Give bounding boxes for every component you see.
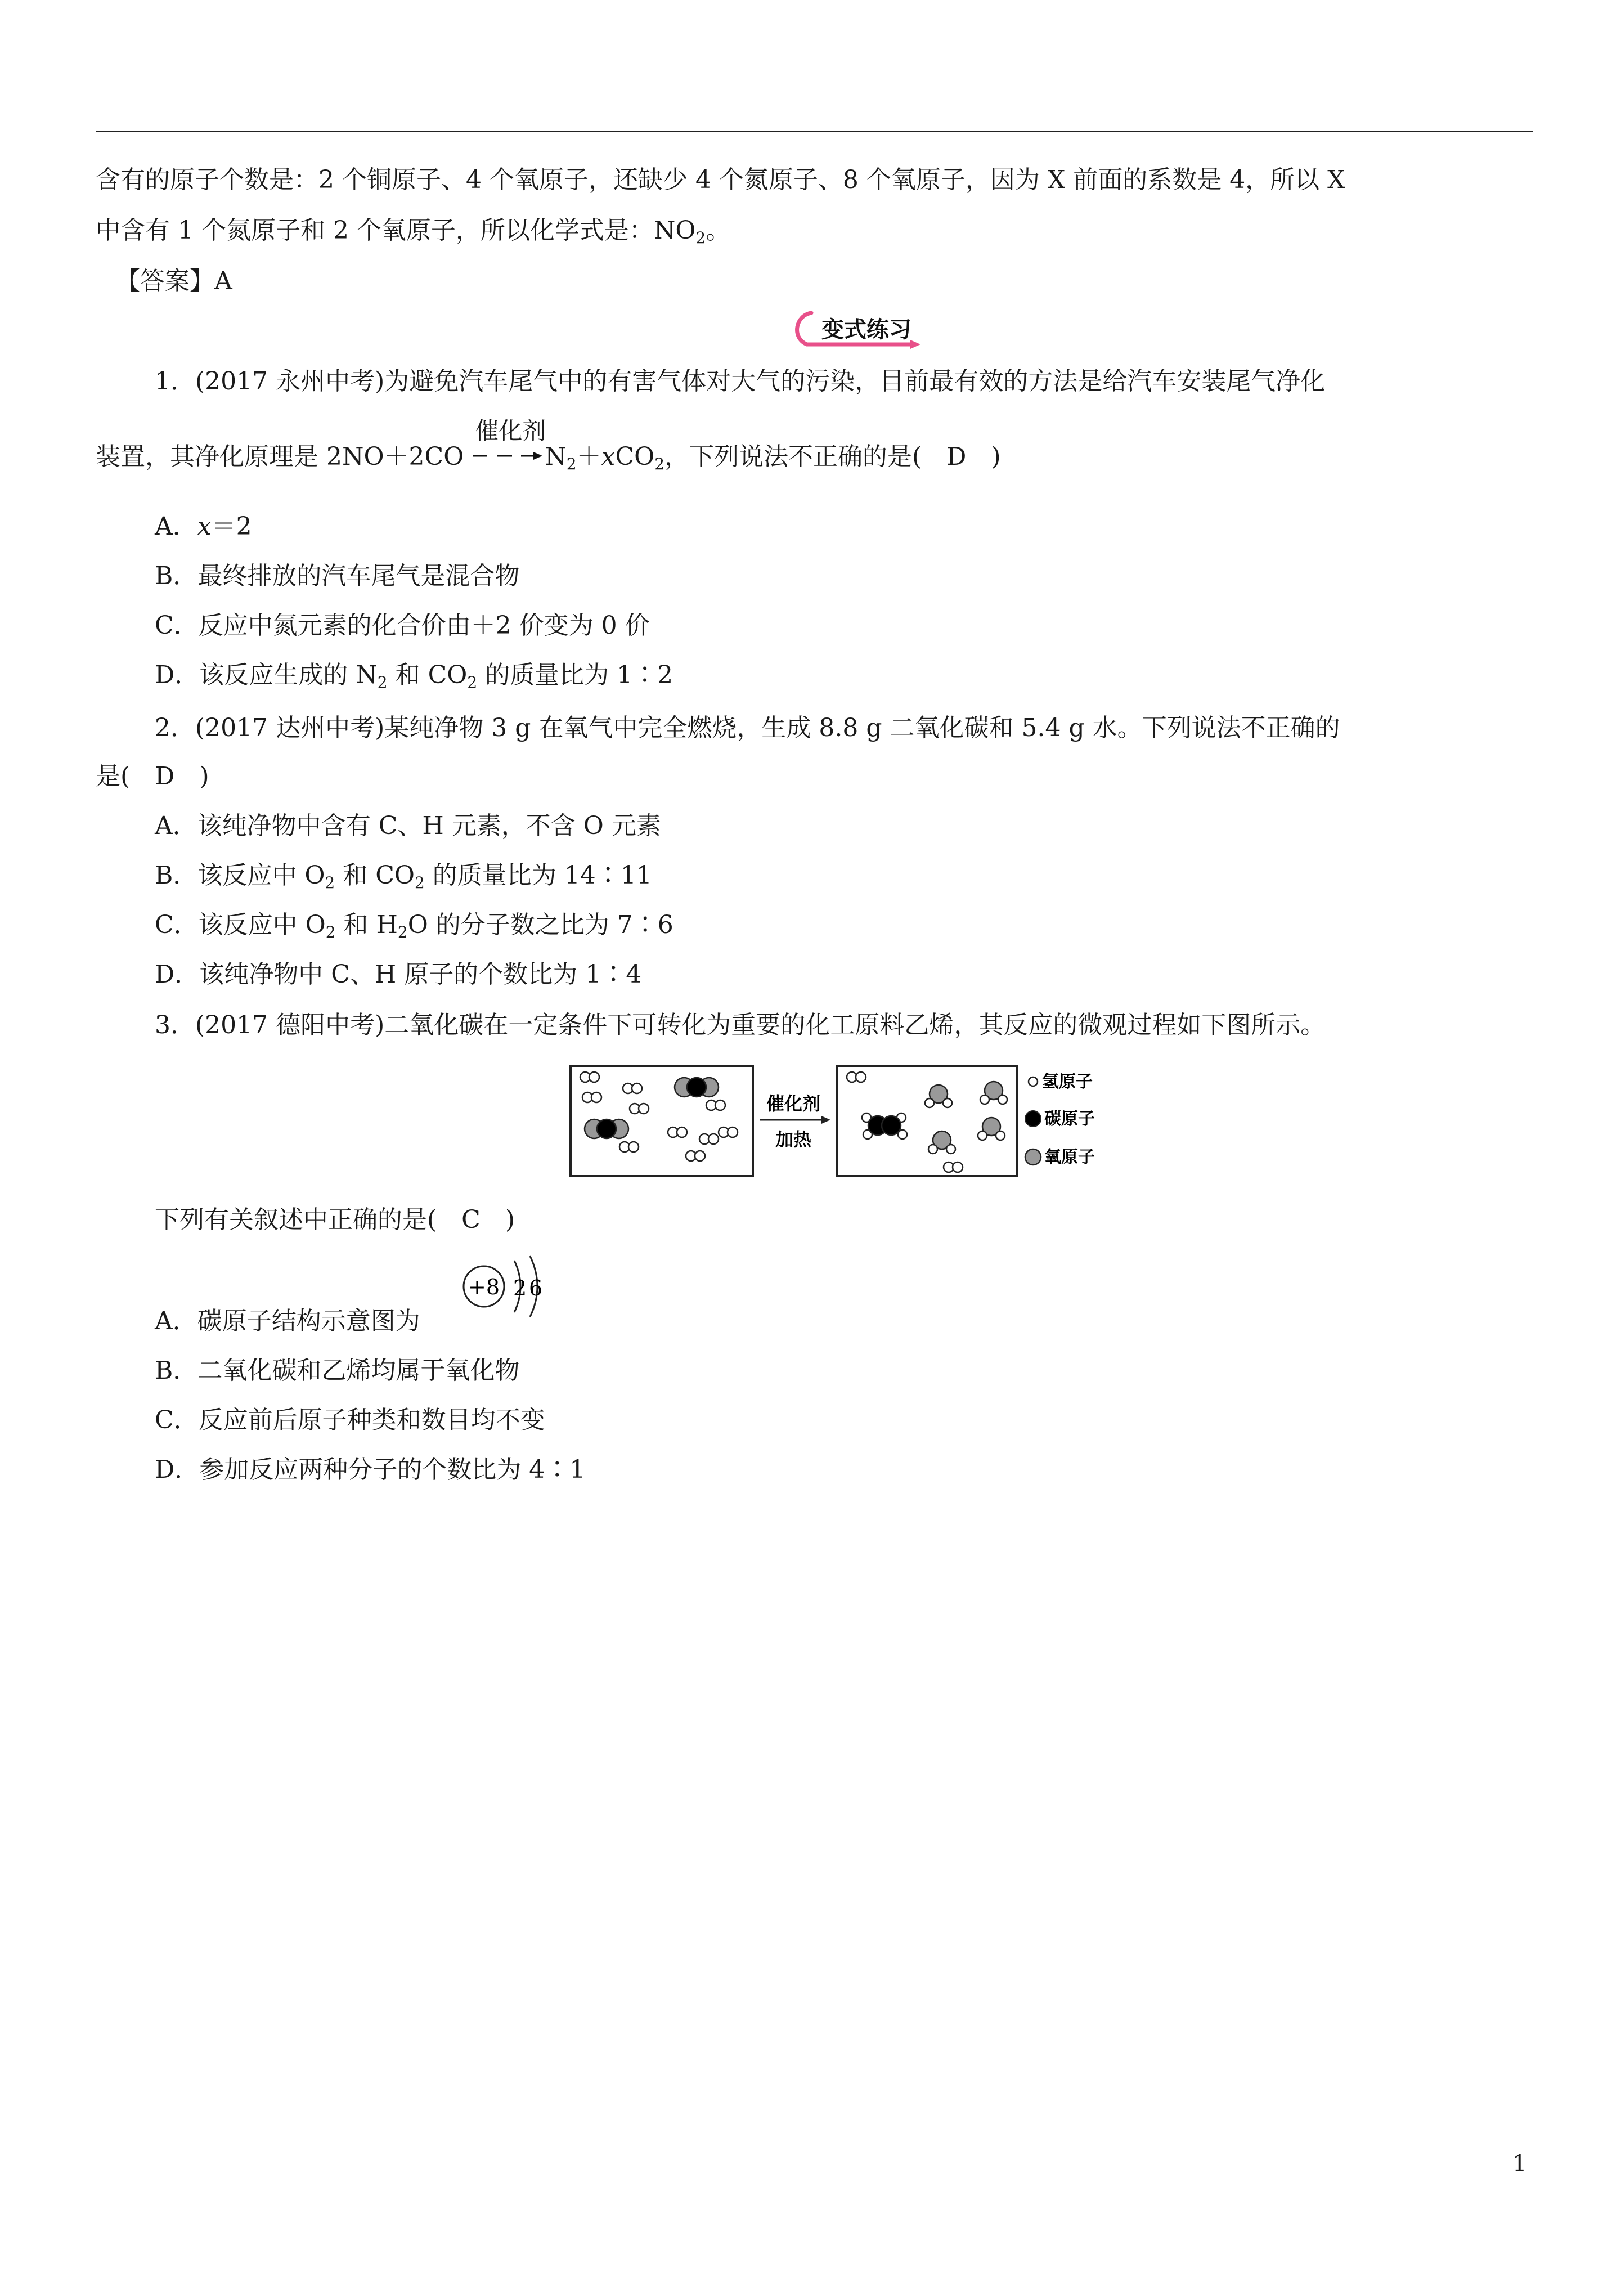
reaction-diagram — [568, 1064, 1131, 1184]
q1-option-a: A．x＝2 — [155, 512, 252, 541]
q1-reaction-arrow — [472, 417, 546, 474]
atom-structure-diagram — [456, 1250, 551, 1337]
water-molecule-icon — [925, 1082, 1007, 1154]
intro-line-2: 中含有 1 个氮原子和 2 个氧原子，所以化学式是：$NO_2$。 — [96, 216, 731, 247]
legend-oxygen-label: 氧原子 — [1044, 1147, 1095, 1167]
oxygen-atom-icon — [1025, 1149, 1041, 1165]
q2-option-a: A．该纯净物中含有 C、H 元素，不含 O 元素 — [155, 811, 661, 840]
arrow-condition-bottom: 加热 — [775, 1129, 812, 1150]
nucleus-charge: +8 — [468, 1275, 500, 1299]
q3-option-c: C．反应前后原子种类和数目均不变 — [155, 1406, 545, 1434]
shell-1-electrons: 2 — [513, 1276, 527, 1301]
intro-line-1: 含有的原子个数是：2 个铜原子、4 个氧原子，还缺少 4 个氮原子、8 个氧原子，因为 X 前面的系数是 4，所以 X — [96, 165, 1345, 194]
q1-option-c: C．反应中氮元素的化合价由＋2 价变为 0 价 — [155, 611, 650, 640]
shell-2-electrons: 6 — [529, 1276, 543, 1301]
q3-option-d: D．参加反应两种分子的个数比为 4∶1 — [155, 1455, 586, 1484]
q2-option-b: B．该反应中 $O_2$ 和 $CO_2$ 的质量比为 14∶11 — [155, 861, 652, 892]
arrow-condition-top: 催化剂 — [766, 1093, 821, 1114]
q2-stem-line-2: 是( D ) — [96, 762, 209, 791]
legend-carbon-label: 碳原子 — [1044, 1109, 1095, 1129]
q2-stem-line-1: 2．(2017 达州中考)某纯净物 3 g 在氧气中完全燃烧，生成 8.8 g 二氧化碳和 5.4 g 水。下列说法不正确的 — [155, 714, 1340, 742]
carbon-dioxide-molecule-icon — [585, 1078, 719, 1138]
q3-stem: 3．(2017 德阳中考)二氧化碳在一定条件下可转化为重要的化工原料乙烯，其反应的微观过程如下图所示。 — [155, 1011, 1326, 1039]
section-badge-label: 变式练习 — [821, 317, 911, 343]
q1-condition-label: 催化剂 — [475, 417, 546, 445]
header-rule — [96, 131, 1533, 132]
q3-question: 下列有关叙述中正确的是( C ) — [155, 1205, 515, 1234]
legend-hydrogen-label: 氢原子 — [1042, 1072, 1093, 1092]
q1-stem-line-1: 1．(2017 永州中考)为避免汽车尾气中的有害气体对大气的污染，目前最有效的方法是给汽车安装尾气净化 — [155, 367, 1326, 396]
q3-option-a: A．碳原子结构示意图为 — [155, 1307, 420, 1335]
hydrogen-atom-icon — [1029, 1077, 1038, 1086]
q1-option-d: D．该反应生成的 $N_2$ 和 $CO_2$ 的质量比为 1∶2 — [155, 661, 673, 692]
q2-option-d: D．该纯净物中 C、H 原子的个数比为 1∶4 — [155, 960, 642, 989]
q3-option-b: B．二氧化碳和乙烯均属于氧化物 — [155, 1356, 520, 1385]
q1-option-b: B．最终排放的汽车尾气是混合物 — [155, 562, 520, 590]
page-number: 1 — [1512, 2151, 1527, 2177]
q2-option-c: C．该反应中 $O_2$ 和 $H_2O$ 的分子数之比为 7∶6 — [155, 911, 673, 941]
carbon-atom-icon — [1025, 1111, 1041, 1127]
section-badge — [788, 308, 934, 353]
diagram-legend — [1025, 1072, 1095, 1167]
ethylene-molecule-icon — [862, 1113, 907, 1139]
q1-stem-line-2: 装置，其净化原理是 2NO＋2CO 催化剂 $N_2+xCO_2$，下列说法不正确的是( D ) — [96, 440, 1001, 474]
answer-line: 【答案】A — [115, 267, 232, 295]
